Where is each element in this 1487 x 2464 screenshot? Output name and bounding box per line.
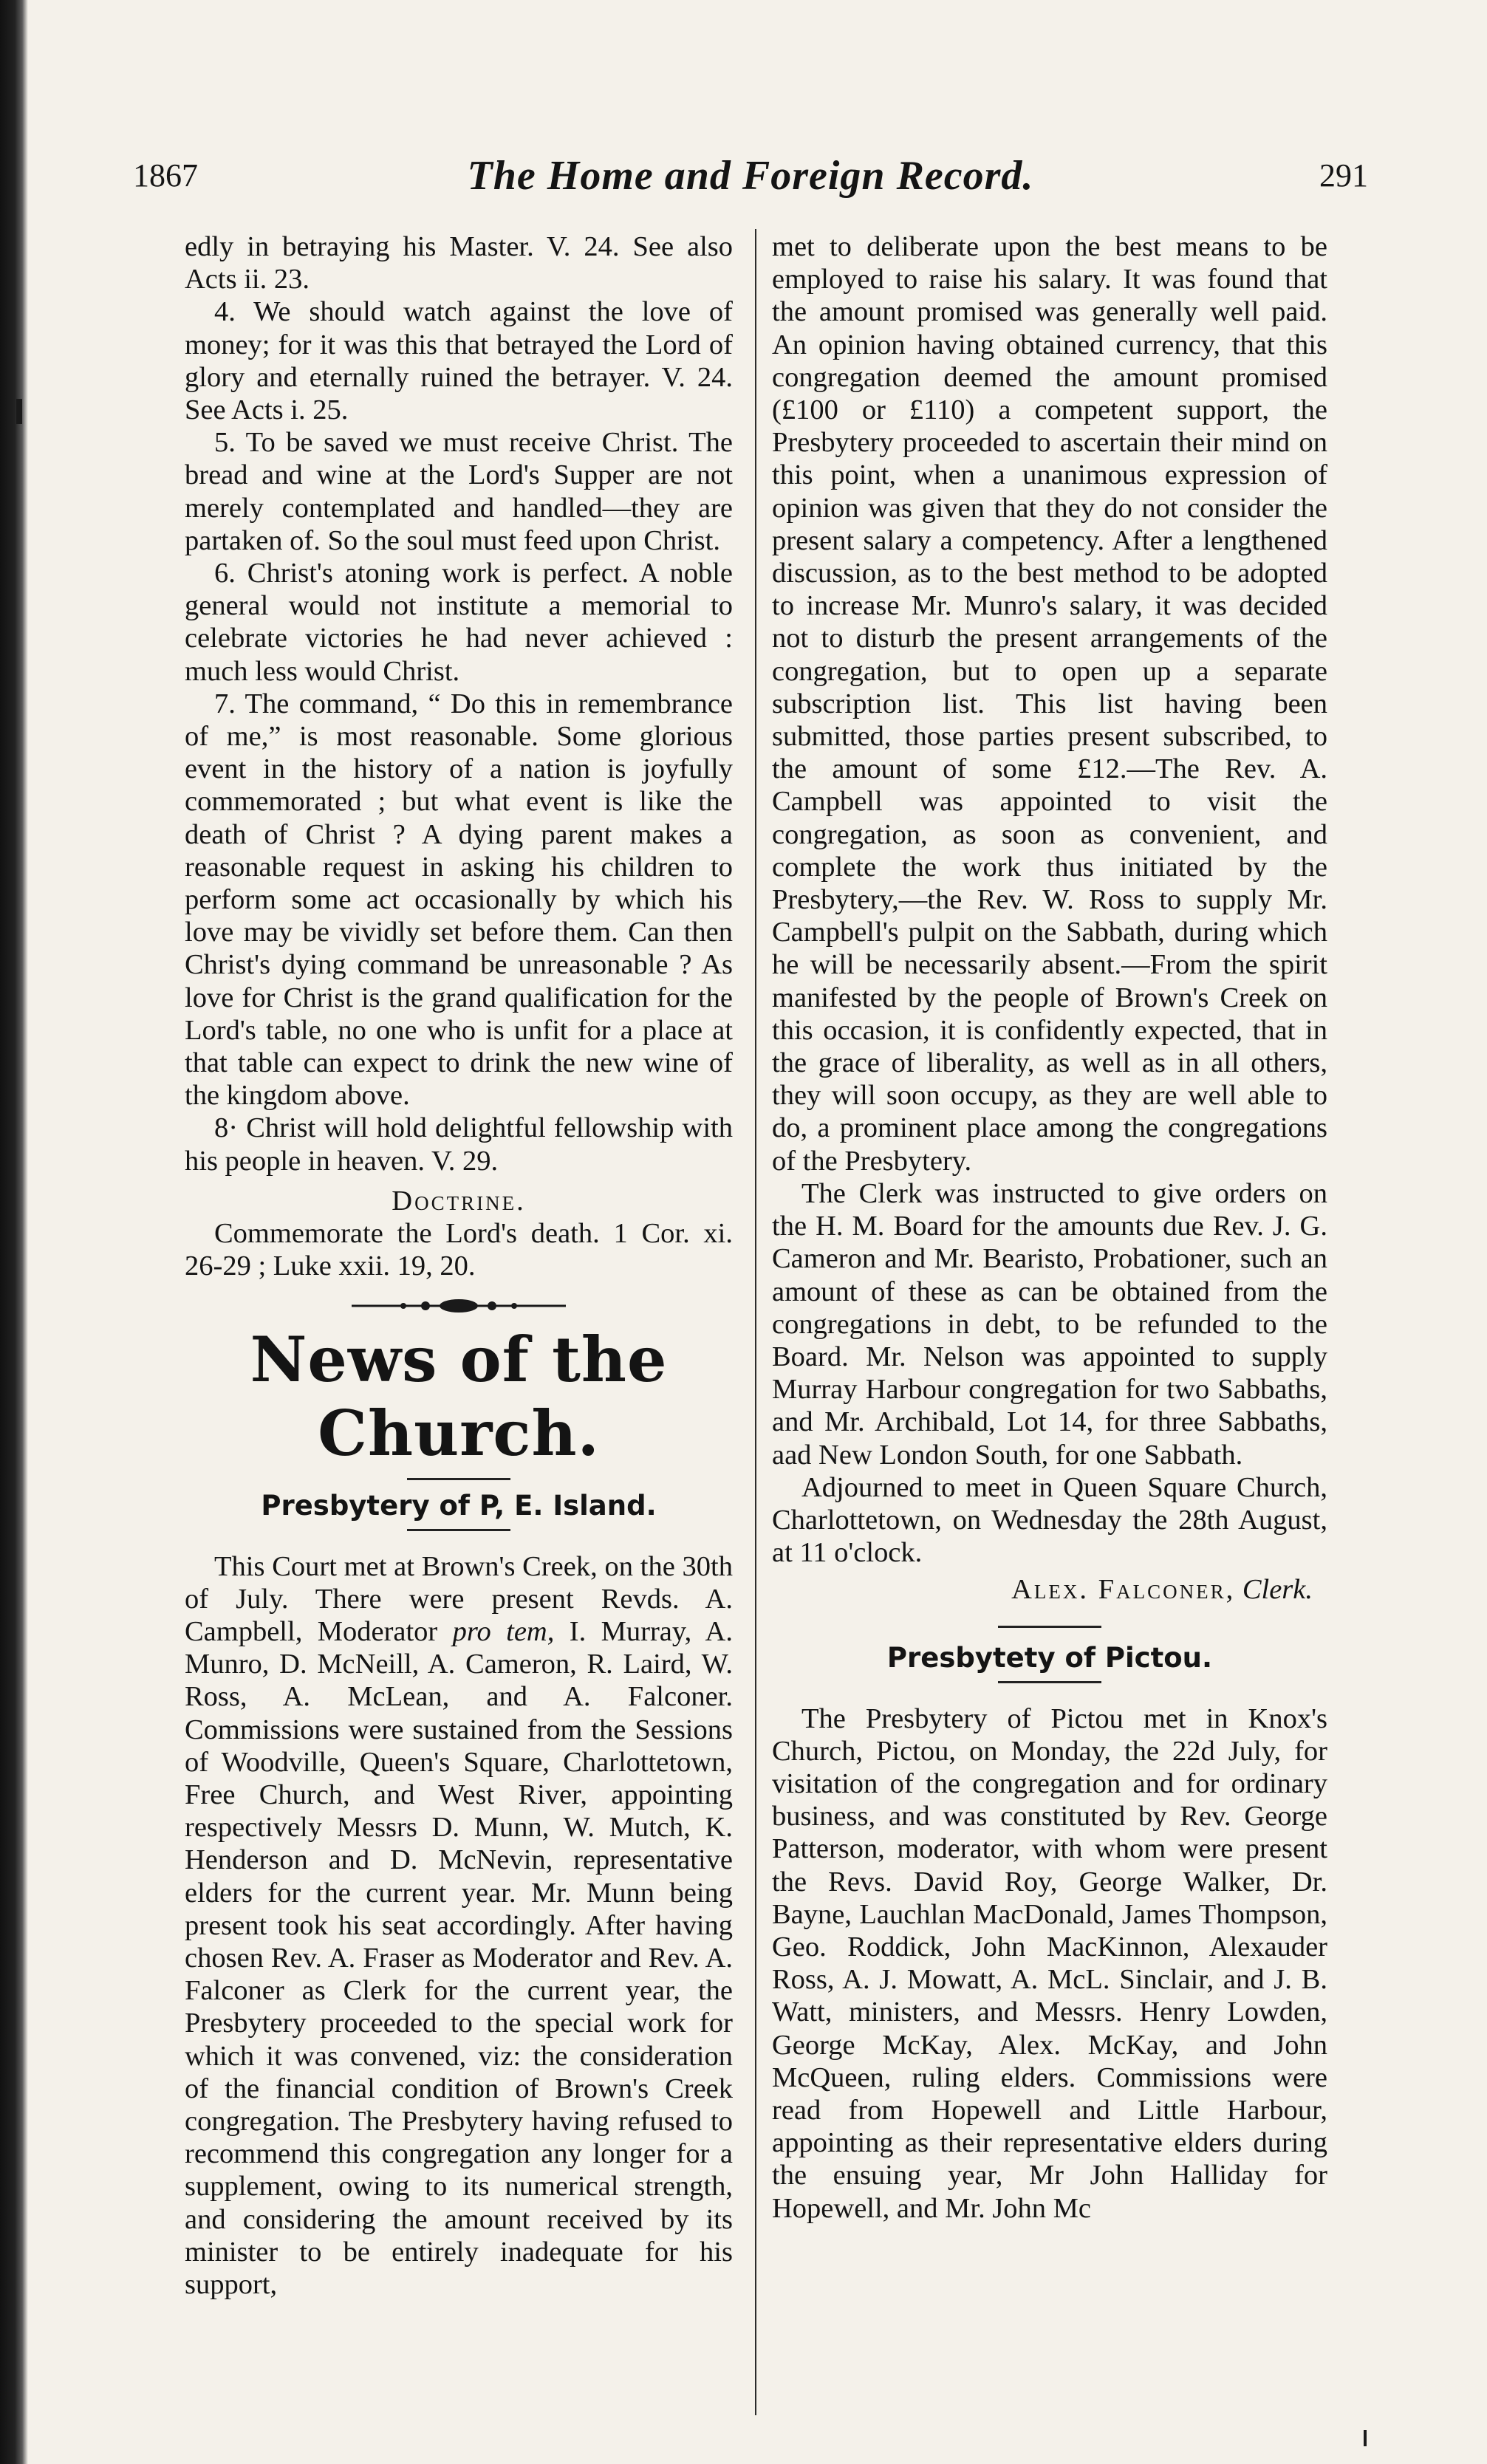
paragraph: 7. The command, “ Do this in remembrance of me,” is most reasonable. Some glorious event in the history of a nation is joyfully commemorated ; but what event is like the death of Christ ? A dying parent makes a reasonable request in asking his children to perform some act occasionally by which his love may be vividly set before them. Can then Christ's dying command be unreasonable ? As love for Christ is the grand qualification for the Lord's table, no one who is unfit for a place at that table can expect to drink the new wine of the kingdom above. xyxy=(185,688,733,1112)
signature-name: Alex. Falconer, xyxy=(1011,1574,1236,1606)
paragraph: 8· Christ will hold delightful fellowship with his people in heaven. V. 29. xyxy=(185,1112,733,1177)
doctrine-text: Commemorate the Lord's death. 1 Cor. xi. 26-29 ; Luke xxii. 19, 20. xyxy=(185,1218,733,1282)
paragraph: The Presbytery of Pictou met in Knox's Church, Pictou, on Monday, the 22d July, for visitation of the congregation and for ordinary business, and was constituted by Rev. George Patterson, moderator, with whom were present the Revs. David Roy, George Walker, Dr. Bayne, Lauchlan MacDonald, James Thompson, Geo. Roddick, John MacKinnon, Alexauder Ross, A. J. Mowatt, A. McL. Sinclair, and J. B. Watt, ministers, and Messrs. Henry Lowden, George McKay, Alex. McKay, and John McQueen, ruling elders. Commissions were read from Hopewell and Little Harbour, appointing as their representative elders during the ensuing year, Mr John Halliday for Hopewell, and Mr. John Mc xyxy=(772,1702,1327,2224)
signature-role: Clerk. xyxy=(1242,1574,1313,1606)
paragraph: 5. To be saved we must receive Christ. The bread and wine at the Lord's Supper are not merely contemplated and handled—they are partaken of. So the soul must feed upon Christ. xyxy=(185,427,733,556)
paragraph: edly in betraying his Master. V. 24. See also Acts ii. 23. xyxy=(185,231,733,295)
paragraph: 4. We should watch against the love of money; for it was this that betrayed the Lord of glory and eternally ruined the betrayer. V. 24. See Acts i. 25. xyxy=(185,296,733,426)
ornament-divider xyxy=(185,1296,733,1315)
header-title: The Home and Foreign Record. xyxy=(467,153,1034,199)
paragraph-text: This Court met at Brown's Creek, on the 30th of July. There were present Revds. A. Campbell, Moderator xyxy=(185,1550,733,1647)
rule xyxy=(998,1681,1101,1683)
left-column xyxy=(185,230,733,2301)
margin-mark xyxy=(1364,2430,1367,2446)
section-title-pei: Presbytery of P, E. Island. xyxy=(261,1489,657,1522)
rule xyxy=(998,1626,1101,1628)
header-year: 1867 xyxy=(133,157,198,194)
ornament-icon xyxy=(348,1296,570,1315)
rule xyxy=(407,1478,510,1480)
doctrine-heading: Doctrine. xyxy=(392,1185,526,1216)
paragraph: met to deliberate upon the best means to be employed to raise his salary. It was found that the amount promised was generally well paid. An opinion having obtained currency, that this congregation deemed the amount promised (£100 or £110) a competent support, the Presbytery proceeded to ascertain their mind on this point, when a unanimous expression of opinion was given that they do not consider the present salary a competency. After a lengthened discussion, as to the best method to be adopted to increase Mr. Munro's salary, it was decided not to disturb the present arrangements of the congregation, but to open up a separate subscription list. This list having been submitted, those parties present subscribed, to the amount of some £12.—The Rev. A. Campbell was appointed to visit the congregation, as soon as convenient, and complete the work thus initiated by the Presbytery,—the Rev. W. Ross to supply Mr. Campbell's pulpit on the Sabbath, during which he will be necessarily absent.—From the spirit manifested by the people of Brown's Creek on this occasion, it is confidently expected, that in the grace of liberality, as well as in all others, they will soon occupy, as they are well able to do, a prominent place among the congregations of the Presbytery. xyxy=(772,231,1327,1177)
paragraph: Adjourned to meet in Queen Square Church, Charlottetown, on Wednesday the 28th August, at 11 o'clock. xyxy=(772,1471,1327,1569)
rule xyxy=(407,1529,510,1531)
paragraph-text: I. Murray, A. Munro, D. McNeill, A. Cameron, R. Laird, W. Ross, A. McLean, and A. Falconer. Commissions were sustained from the Sessions of Woodville, Queen's Square, Charlottetown, Free Church, and West River, appointing respectively Messrs D. Munn, W. Mutch, K. Henderson and D. McNevin, representative elders for the current year. Mr. Munn being present took his seat accordingly. After having chosen Rev. A. Fraser as Moderator and Rev. A. Falconer as Clerk for the current year, the Presbytery proceeded to the special work for which it was convened, viz: the consideration of the financial condition of Brown's Creek congregation. The Presbytery having refused to recommend this congregation any longer for a supplement, owing to its numerical strength, and considering the amount received by its minister to be entirely inadequate for his support, xyxy=(185,1615,733,2300)
page-number: 291 xyxy=(1319,157,1368,194)
page-edge-shadow xyxy=(0,0,28,2464)
running-header xyxy=(133,153,1368,208)
column-divider xyxy=(755,229,756,2415)
margin-mark xyxy=(16,399,22,424)
section-title-pictou: Presbytety of Pictou. xyxy=(886,1641,1213,1674)
italic-text: pro tem, xyxy=(452,1615,555,1647)
paragraph: The Clerk was instructed to give orders on the H. M. Board for the amounts due Rev. J. G. Cameron and Mr. Bearisto, Probationer, such an amount of these as can be obtained from the congregations in debt, to be refunded to the Board. Mr. Nelson was appointed to supply Murray Harbour congregation for two Sabbaths, and Mr. Archibald, Lot 14, for three Sabbaths, aad New London South, for one Sabbath. xyxy=(772,1177,1327,1471)
signature xyxy=(772,1573,1327,1606)
section-banner-title: News of the Church. xyxy=(250,1322,668,1470)
paragraph: 6. Christ's atoning work is perfect. A noble general would not institute a memorial to celebrate victories he had never achieved : much less would Christ. xyxy=(185,558,733,687)
paragraph xyxy=(185,1550,733,2302)
right-column xyxy=(772,230,1327,2225)
